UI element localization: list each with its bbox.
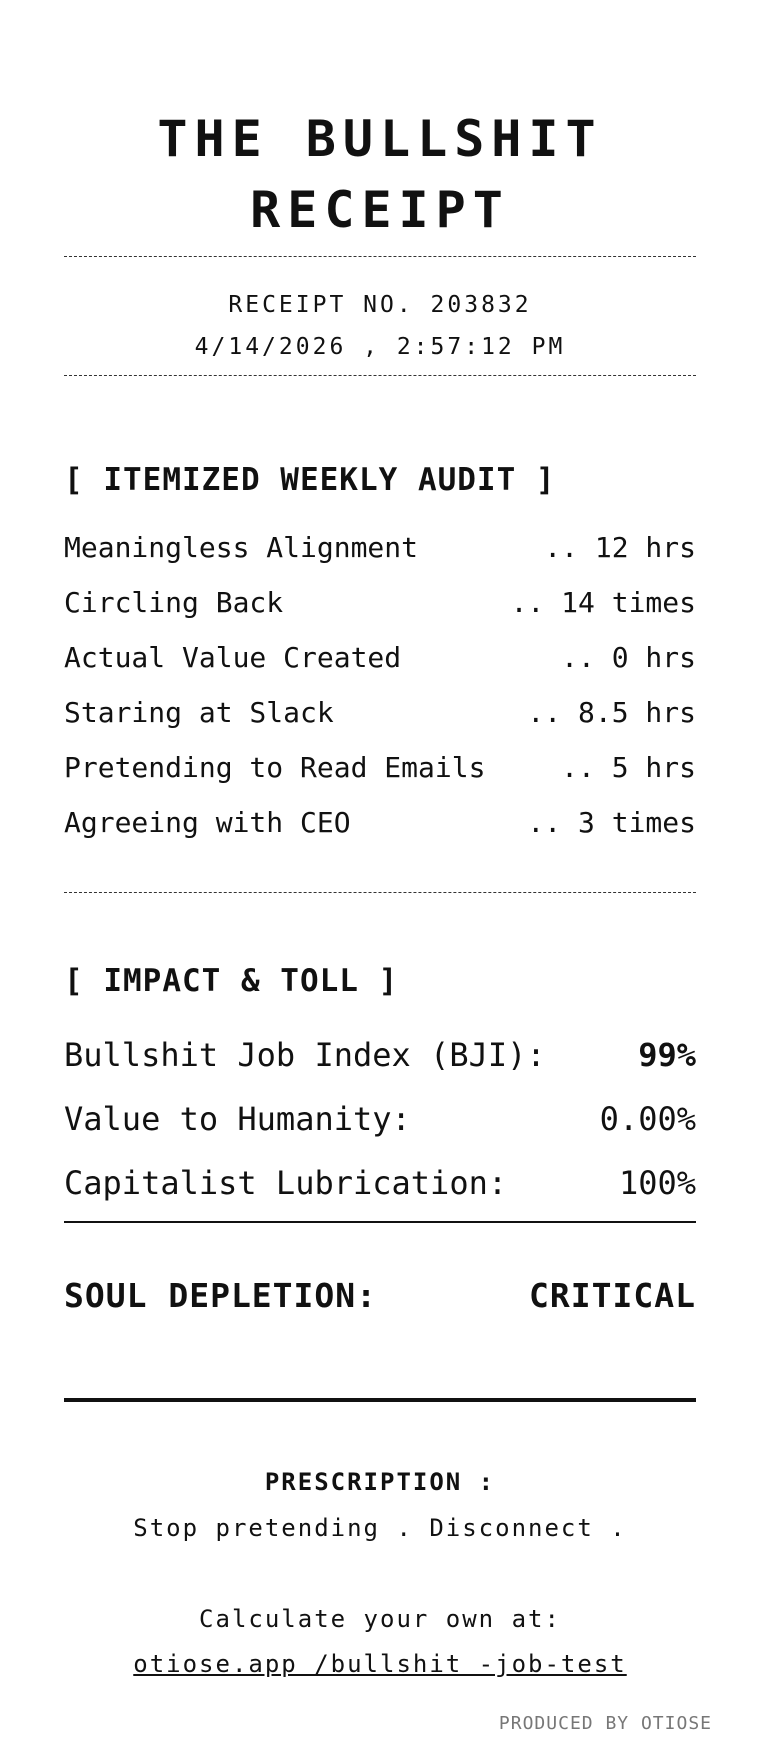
audit-item-value: .. 5 hrs <box>561 751 696 784</box>
calculator-link-wrapper <box>0 1650 760 1678</box>
impact-item-value: 100% <box>618 1164 696 1202</box>
audit-item-label: Agreeing with CEO <box>64 806 351 839</box>
prescription-label: PRESCRIPTION : <box>264 1468 496 1496</box>
audit-heading: [ ITEMIZED WEEKLY AUDIT ] <box>64 462 556 498</box>
audit-item <box>64 520 696 575</box>
audit-item-label: Pretending to Read Emails <box>64 751 486 784</box>
soul-depletion-label: SOUL DEPLETION: <box>64 1276 378 1315</box>
audit-item <box>64 575 696 630</box>
dashed-divider <box>64 892 696 893</box>
receipt-datetime: 4/14/2026 , 2:57:12 PM <box>194 334 566 360</box>
impact-item <box>64 1151 696 1215</box>
thick-divider <box>64 1398 696 1402</box>
audit-item-label: Circling Back <box>64 586 284 619</box>
receipt-number: RECEIPT NO. 203832 <box>228 292 532 318</box>
audit-item <box>64 740 696 795</box>
receipt-title <box>0 104 760 246</box>
impact-item-label: Bullshit Job Index (BJI): <box>64 1036 546 1074</box>
audit-item <box>64 795 696 850</box>
audit-item <box>64 630 696 685</box>
audit-item-label: Meaningless Alignment <box>64 531 419 564</box>
calculator-link[interactable]: otiose.app /bullshit -job-test <box>133 1650 627 1678</box>
audit-item-value: .. 14 times <box>510 586 696 619</box>
dashed-divider <box>64 256 696 257</box>
impact-item-label: Value to Humanity: <box>64 1100 411 1138</box>
impact-item-value: 0.00% <box>599 1100 696 1138</box>
audit-item-value: .. 8.5 hrs <box>527 696 696 729</box>
impact-item-label: Capitalist Lubrication: <box>64 1164 508 1202</box>
audit-list <box>64 520 696 850</box>
title-line-2: RECEIPT <box>250 181 510 239</box>
dashed-divider <box>64 375 696 376</box>
soul-depletion <box>64 1276 696 1315</box>
solid-divider <box>64 1221 696 1223</box>
audit-item <box>64 685 696 740</box>
impact-list <box>64 1023 696 1215</box>
impact-heading: [ IMPACT & TOLL ] <box>64 963 399 999</box>
impact-item <box>64 1087 696 1151</box>
title-line-1: THE BULLSHIT <box>157 110 603 168</box>
audit-item-label: Actual Value Created <box>64 641 402 674</box>
calculate-text: Calculate your own at: <box>199 1605 561 1633</box>
soul-depletion-value: CRITICAL <box>529 1276 696 1315</box>
audit-item-label: Staring at Slack <box>64 696 334 729</box>
audit-item-value: .. 12 hrs <box>544 531 696 564</box>
impact-item <box>64 1023 696 1087</box>
impact-item-value: 99% <box>638 1036 696 1074</box>
prescription-text: Stop pretending . Disconnect . <box>133 1514 627 1542</box>
audit-item-value: .. 3 times <box>527 806 696 839</box>
produced-by: PRODUCED BY OTIOSE <box>498 1713 712 1734</box>
audit-item-value: .. 0 hrs <box>561 641 696 674</box>
